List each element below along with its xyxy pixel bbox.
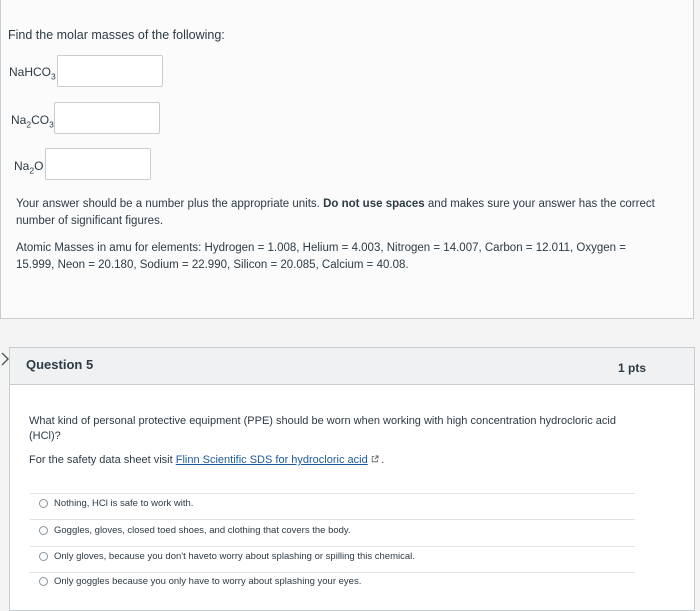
answer-instructions: Your answer should be a number plus the appropriate units. Do not use spaces and makes sure your answer has the correct number of significant figures.: [16, 198, 655, 227]
radio-button-icon[interactable]: [39, 552, 48, 561]
option-divider: [30, 493, 635, 494]
option-1[interactable]: Nothing, HCl is safe to work with.: [39, 498, 193, 509]
instruction-emphasis: Do not use spaces: [323, 198, 425, 210]
option-divider: [30, 546, 635, 547]
radio-button-icon[interactable]: [39, 526, 48, 535]
question-5-points: 1 pts: [617, 361, 646, 375]
radio-button-icon[interactable]: [39, 577, 48, 586]
option-divider: [30, 572, 635, 573]
question-5-title: Question 5: [26, 357, 94, 372]
answer-input-na2o[interactable]: [45, 148, 151, 180]
atomic-masses-text: Atomic Masses in amu for elements: Hydrogen = 1.008, Helium = 4.003, Nitrogen = 14.007, Carbon = 12.011, Oxygen = 15.999, Neon = 20.180, Sodium = 22.990, Silicon = 20.085, Calcium = 40.08.: [16, 242, 626, 271]
question-4-intro: Find the molar masses of the following:: [8, 28, 225, 42]
sds-link-line: For the safety data sheet visit Flinn Scientific SDS for hydrocloric acid .: [29, 454, 385, 466]
question-5-prompt: What kind of personal protective equipment (PPE) should be worn when working with high concentration hydrocloric acid (HCl)?: [29, 415, 616, 442]
question-5-header: [10, 348, 694, 385]
option-3[interactable]: Only gloves, because you don't haveto worry about splashing or spilling this chemical.: [39, 551, 415, 562]
sds-link[interactable]: Flinn Scientific SDS for hydrocloric acid: [175, 454, 368, 466]
option-4[interactable]: Only goggles because you only have to worry about splashing your eyes.: [39, 576, 361, 587]
answer-input-nahco3[interactable]: [57, 55, 163, 87]
answer-input-na2co3[interactable]: [54, 102, 160, 134]
formula-na2o: $Na_2O$: [14, 159, 44, 176]
formula-na2co3: $Na_2CO_3$: [11, 113, 54, 130]
option-2[interactable]: Goggles, gloves, closed toed shoes, and clothing that covers the body.: [39, 525, 351, 536]
radio-button-icon[interactable]: [39, 499, 48, 508]
option-divider: [30, 519, 635, 520]
formula-nahco3: NaHCO$_3$: [9, 65, 56, 82]
external-link-icon: [371, 455, 382, 465]
